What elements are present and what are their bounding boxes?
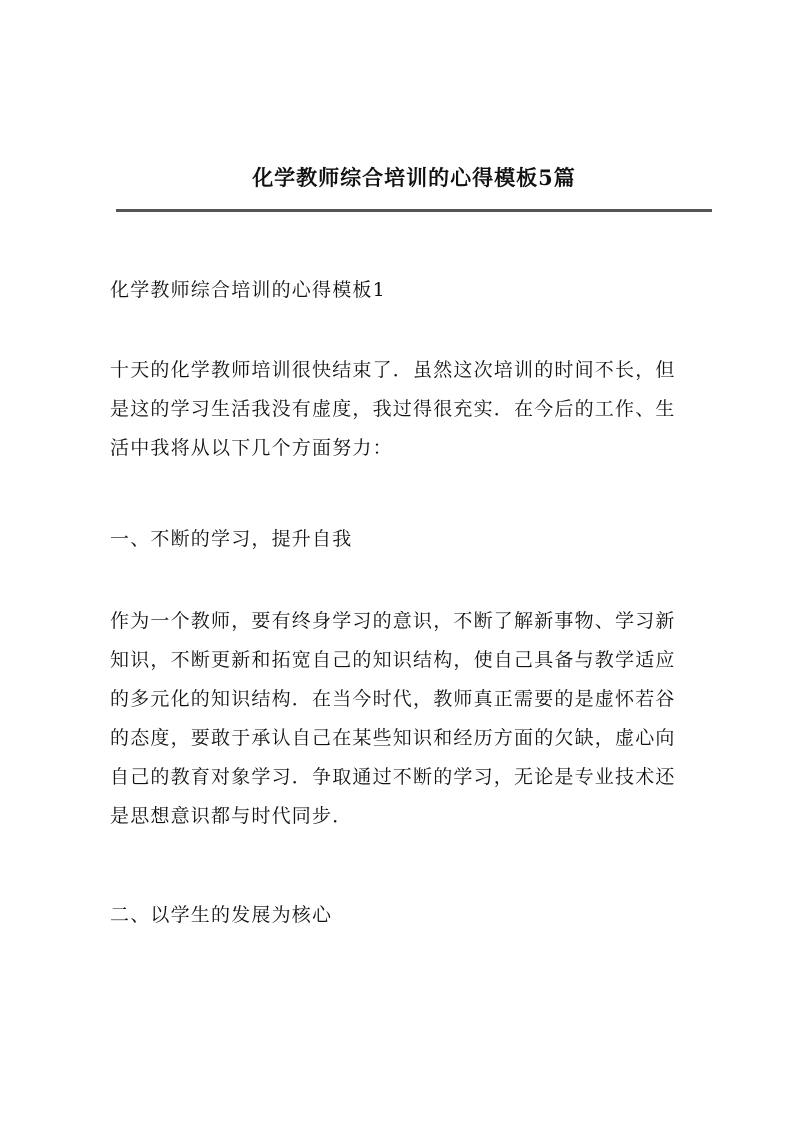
paragraph-2 bbox=[110, 602, 710, 836]
paragraph-line: 活中我将从以下几个方面努力： bbox=[110, 437, 393, 459]
paragraph-line: 的多元化的知识结构．在当今时代，教师真正需要的是虚怀若谷 bbox=[110, 688, 676, 710]
section-title: 化学教师综合培训的心得模板1 bbox=[110, 279, 386, 301]
heading-2: 二、以学生的发展为核心 bbox=[110, 904, 333, 926]
paragraph-line: 是这的学习生活我没有虚度，我过得很充实．在今后的工作、生 bbox=[110, 398, 676, 420]
paragraph-line: 的态度，要敢于承认自己在某些知识和经历方面的欠缺，虚心向 bbox=[110, 727, 676, 749]
paragraph-1 bbox=[110, 351, 710, 468]
paragraph-line: 是思想意识都与时代同步． bbox=[110, 805, 353, 827]
paragraph-line: 十天的化学教师培训很快结束了．虽然这次培训的时间不长，但 bbox=[110, 359, 676, 381]
paragraph-line: 作为一个教师，要有终身学习的意识，不断了解新事物、学习新 bbox=[110, 610, 676, 632]
paragraph-line: 自己的教育对象学习．争取通过不断的学习，无论是专业技术还 bbox=[110, 766, 676, 788]
document-title: 化学教师综合培训的心得模板5篇 bbox=[252, 165, 576, 190]
paragraph-line: 知识，不断更新和拓宽自己的知识结构，使自己具备与教学适应 bbox=[110, 649, 676, 671]
title-underline bbox=[116, 209, 712, 212]
heading-1: 一、不断的学习，提升自我 bbox=[110, 528, 353, 550]
